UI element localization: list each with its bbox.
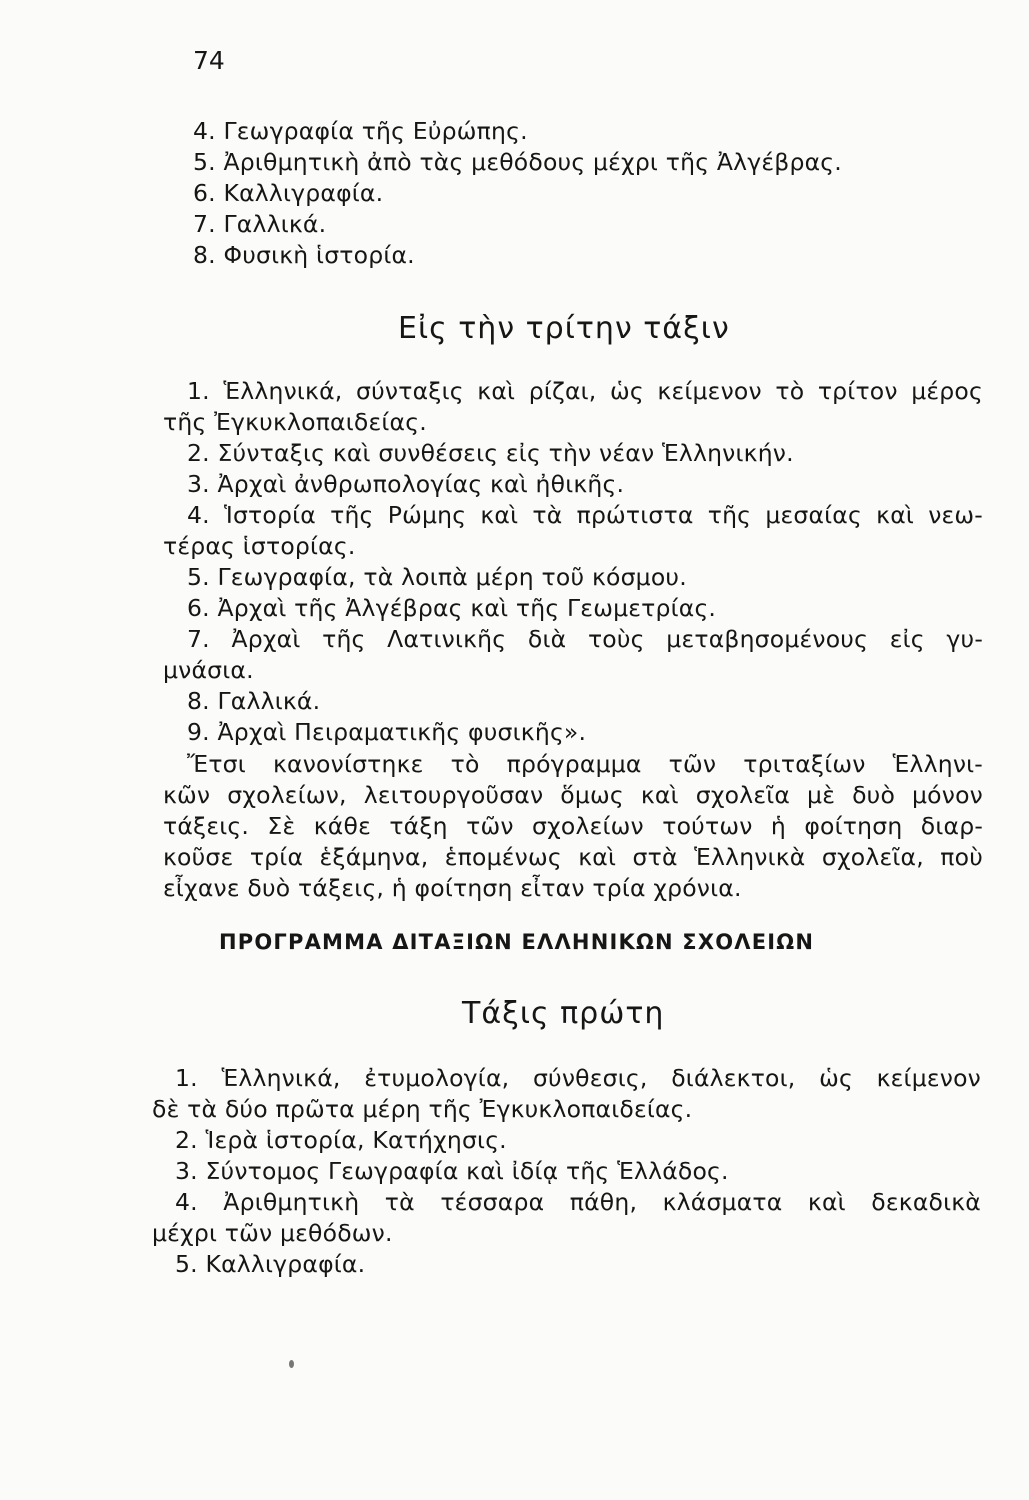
- list-item: 5. Γεωγραφία, τὰ λοιπὰ μέρη τοῦ κόσμου.: [187, 563, 687, 591]
- section-heading-third-class: Εἰς τὴν τρίτην τάξιν: [398, 311, 730, 346]
- list-item: 2. Σύνταξις καὶ συνθέσεις εἰς τὴν νέαν Ἑλληνικήν.: [187, 439, 794, 467]
- list-item: 3. Σύντομος Γεωγραφία καὶ ἰδίᾳ τῆς Ἑλλάδος.: [175, 1157, 729, 1185]
- list-item: δὲ τὰ δύο πρῶτα μέρη τῆς Ἐγκυκλοπαιδείας.: [152, 1095, 693, 1123]
- program-title: ΠΡΟΓΡΑΜΜΑ ΔΙΤΑΞΙΩΝ ΕΛΛΗΝΙΚΩΝ ΣΧΟΛΕΙΩΝ: [219, 930, 815, 954]
- list-item: τῆς Ἐγκυκλοπαιδείας.: [163, 408, 427, 436]
- list-item: 1. Ἑλληνικά, σύνταξις καὶ ρίζαι, ὡς κείμενον τὸ τρίτον μέρος: [187, 377, 983, 405]
- list-item: 6. Ἀρχαὶ τῆς Ἀλγέβρας καὶ τῆς Γεωμετρίας.: [187, 594, 717, 622]
- paragraph-line: εἶχανε δυὸ τάξεις, ἡ φοίτηση εἶταν τρία χρόνια.: [163, 874, 742, 902]
- list-item: 4. Γεωγραφία τῆς Εὐρώπης.: [193, 117, 528, 145]
- list-item: 5. Ἀριθμητικὴ ἀπὸ τὰς μεθόδους μέχρι τῆς Ἀλγέβρας.: [193, 148, 842, 176]
- list-item: 8. Γαλλικά.: [187, 687, 321, 715]
- list-item: 2. Ἱερὰ ἱστορία, Κατήχησις.: [175, 1126, 507, 1154]
- list-item: 5. Καλλιγραφία.: [175, 1250, 366, 1278]
- list-item: μνάσια.: [163, 656, 254, 684]
- list-item: 7. Γαλλικά.: [193, 210, 327, 238]
- page-number: 74: [193, 46, 225, 75]
- paragraph-line: κοῦσε τρία ἑξάμηνα, ἑπομένως καὶ στὰ Ἑλληνικὰ σχολεῖα, ποὺ: [163, 843, 983, 871]
- list-item: 3. Ἀρχαὶ ἀνθρωπολογίας καὶ ἠθικῆς.: [187, 470, 625, 498]
- ink-speck: [289, 1360, 294, 1368]
- section-heading-first-class: Τάξις πρώτη: [462, 996, 665, 1031]
- list-item: 4. Ἀριθμητικὴ τὰ τέσσαρα πάθη, κλάσματα καὶ δεκαδικὰ: [175, 1188, 981, 1216]
- paragraph-line: τάξεις. Σὲ κάθε τάξη τῶν σχολείων τούτων ἡ φοίτηση διαρ-: [163, 812, 983, 840]
- paragraph-line: κῶν σχολείων, λειτουργοῦσαν ὅμως καὶ σχολεῖα μὲ δυὸ μόνον: [163, 781, 983, 809]
- list-item: 4. Ἱστορία τῆς Ρώμης καὶ τὰ πρώτιστα τῆς μεσαίας καὶ νεω-: [187, 501, 983, 529]
- list-item: 6. Καλλιγραφία.: [193, 179, 384, 207]
- list-item: 8. Φυσικὴ ἱστορία.: [193, 241, 415, 269]
- list-item: 9. Ἀρχαὶ Πειραματικῆς φυσικῆς».: [187, 718, 587, 746]
- list-item: 1. Ἑλληνικά, ἐτυμολογία, σύνθεσις, διάλεκτοι, ὡς κείμενον: [175, 1064, 981, 1092]
- paragraph-line: Ἔτσι κανονίστηκε τὸ πρόγραμμα τῶν τριταξίων Ἑλληνι-: [187, 750, 983, 778]
- list-item: μέχρι τῶν μεθόδων.: [152, 1219, 393, 1247]
- list-item: 7. Ἀρχαὶ τῆς Λατινικῆς διὰ τοὺς μεταβησομένους εἰς γυ-: [187, 625, 983, 653]
- list-item: τέρας ἱστορίας.: [163, 532, 356, 560]
